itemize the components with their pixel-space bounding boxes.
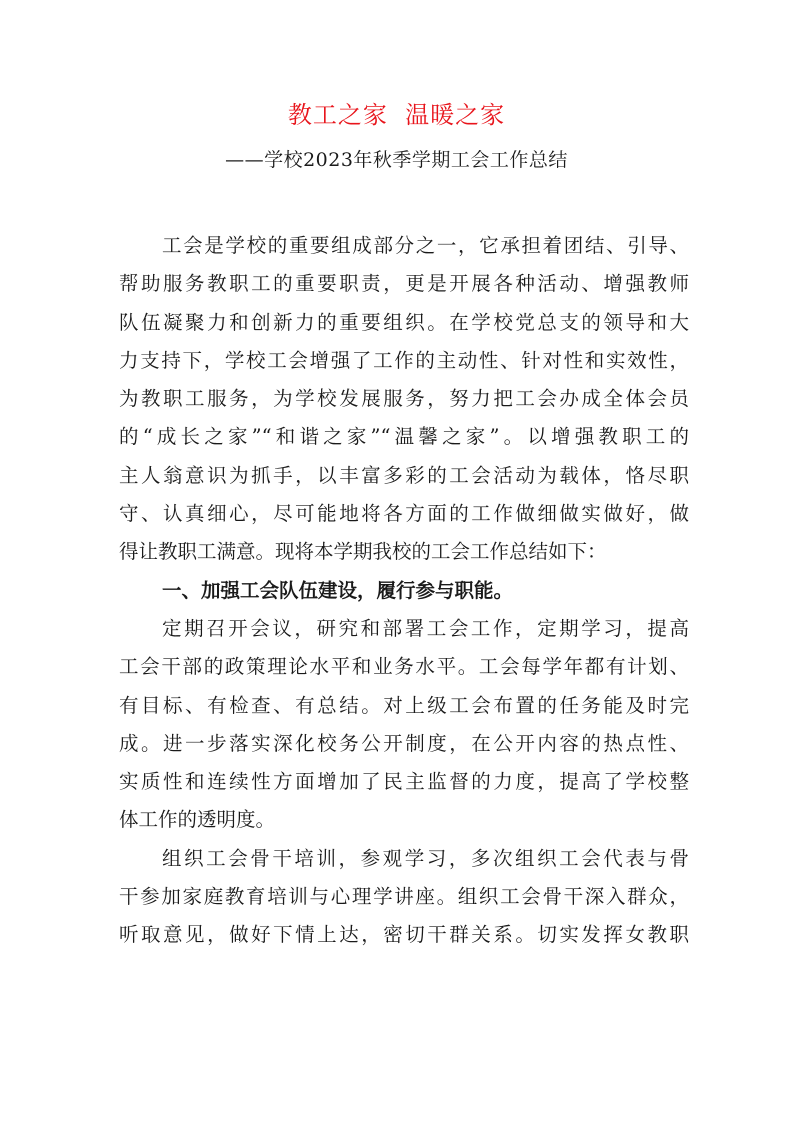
paragraph-line: 有目标、有检查、有总结。对上级工会布置的任务能及时完 — [119, 693, 689, 717]
paragraph-line: 成。进一步落实深化校务公开制度，在公开内容的热点性、 — [119, 731, 689, 755]
paragraph-line: 为教职工服务，为学校发展服务，努力把工会办成全体会员 — [119, 387, 689, 411]
paragraph-line: 力支持下，学校工会增强了工作的主动性、针对性和实效性， — [119, 348, 689, 372]
paragraph-line: 队伍凝聚力和创新力的重要组织。在学校党总支的领导和大 — [119, 310, 689, 334]
paragraph-line: 听取意见，做好下情上达，密切干群关系。切实发挥女教职 — [119, 923, 689, 947]
paragraph-line: 工会干部的政策理论水平和业务水平。工会每学年都有计划、 — [119, 655, 689, 679]
document-title: 教工之家 温暖之家 — [287, 101, 506, 129]
paragraph-line: 干参加家庭教育培训与心理学讲座。组织工会骨干深入群众， — [119, 885, 689, 909]
section-heading: 一、加强工会队伍建设，履行参与职能。 — [162, 578, 514, 602]
paragraph-line: 体工作的透明度。 — [119, 808, 276, 832]
paragraph-line: 组织工会骨干培训，参观学习，多次组织工会代表与骨 — [162, 846, 689, 870]
paragraph-line: 实质性和连续性方面增加了民主监督的力度，提高了学校整 — [119, 770, 689, 794]
paragraph-line: 的“成长之家”“和谐之家”“温馨之家”。以增强教职工的 — [119, 425, 689, 449]
paragraph-line: 定期召开会议，研究和部署工会工作，定期学习，提高 — [162, 616, 689, 640]
paragraph-line: 工会是学校的重要组成部分之一，它承担着团结、引导、 — [162, 234, 689, 257]
paragraph-line: 主人翁意识为抓手，以丰富多彩的工会活动为载体，恪尽职 — [119, 463, 689, 487]
paragraph-line: 帮助服务教职工的重要职责，更是开展各种活动、增强教师 — [119, 272, 689, 296]
document-subtitle: ——学校2023年秋季学期工会工作总结 — [225, 149, 568, 171]
paragraph-line: 得让教职工满意。现将本学期我校的工会工作总结如下： — [119, 540, 607, 564]
paragraph-line: 守、认真细心，尽可能地将各方面的工作做细做实做好，做 — [119, 502, 689, 526]
document-body — [119, 227, 689, 955]
